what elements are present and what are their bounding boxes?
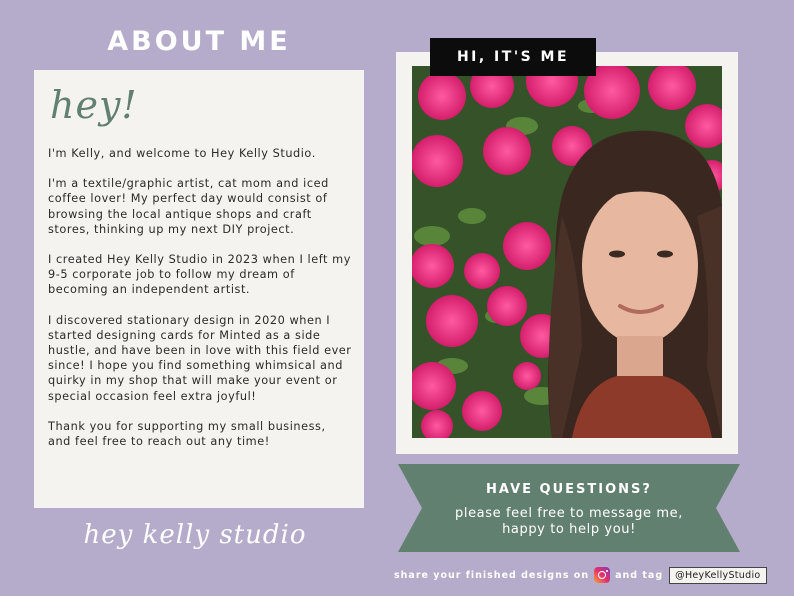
about-paragraph: I'm Kelly, and welcome to Hey Kelly Studio. (48, 147, 316, 160)
banner-title: HAVE QUESTIONS? (486, 482, 652, 497)
greeting-heading: hey! (50, 83, 138, 127)
footer-text-before: share your finished designs on (394, 569, 590, 581)
about-paragraph: Thank you for supporting my small business, and feel free to reach out any time! (48, 419, 326, 449)
footer-share-line (394, 566, 767, 584)
portrait-photo (412, 66, 722, 438)
about-paragraph: I created Hey Kelly Studio in 2023 when I left my 9-5 corporate job to follow my dream of becoming an independent artist. (48, 253, 351, 297)
hi-its-me-badge: HI, IT'S ME (430, 38, 596, 76)
instagram-icon (594, 567, 610, 583)
about-paragraph: I discovered stationary design in 2020 when I started designing cards for Minted as a side hustle, and have been in love with this field ever since! I hope you find something whimsical and quirky in my shop that will make your event or special occasion feel extra joyful! (48, 313, 352, 403)
questions-banner (398, 464, 740, 552)
brand-signature: hey kelly studio (83, 520, 307, 550)
page-title: ABOUT ME (107, 26, 291, 57)
photo-frame (396, 52, 738, 454)
about-card (34, 70, 364, 508)
about-paragraph: I'm a textile/graphic artist, cat mom and iced coffee lover! My perfect day would consist of browsing the local antique shops and craft stores, thinking up my next DIY project. (48, 177, 329, 236)
banner-text: please feel free to message me, happy to help you! (455, 506, 683, 537)
footer-text-after: and tag (615, 569, 664, 581)
instagram-handle: @HeyKellyStudio (669, 567, 766, 584)
portrait-illustration (412, 66, 722, 438)
